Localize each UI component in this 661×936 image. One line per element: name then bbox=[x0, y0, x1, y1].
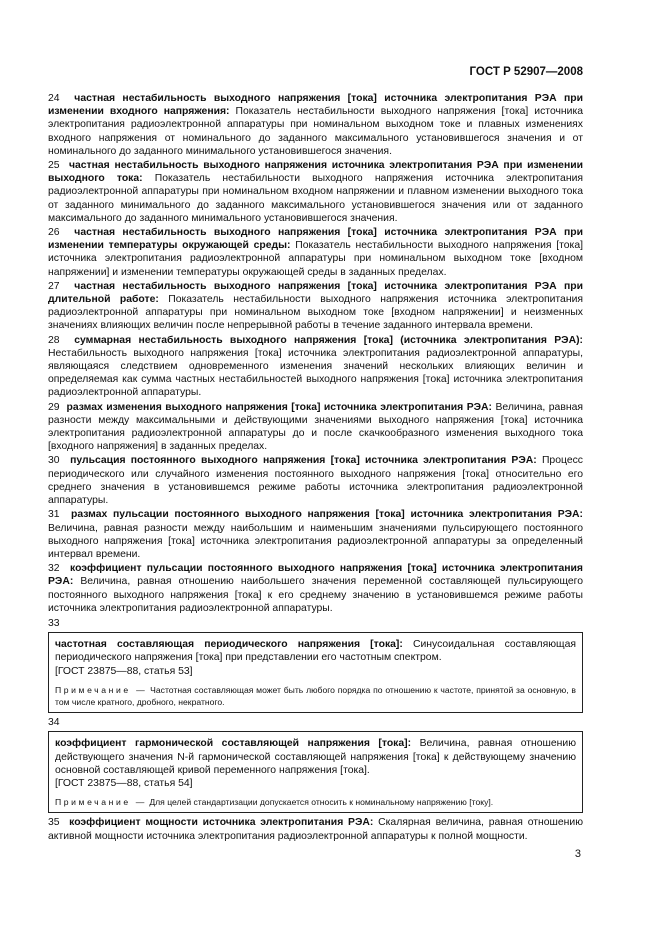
term-title: частотная составляющая периодического напряжения [тока]: bbox=[55, 639, 403, 651]
term-definition: Величина, равная отношению наибольшего значения переменной составляющей пульсирующего постоянного выходного напряжения [тока] к его среднему значению в установившемся режиме работы источника электропитания радиоэлектронной аппаратуры. bbox=[48, 576, 583, 614]
term-definition: Синусоидальная составляющая периодического напряжения [тока] при представлении его частотным спектром. bbox=[55, 639, 576, 664]
page-number: 3 bbox=[574, 848, 581, 860]
term-number: 33 bbox=[48, 617, 60, 629]
term-definition: Показатель нестабильности выходного напряжения источника электропитания радиоэлектронной аппаратуры при номинальном входном напряжении и плавном изменении выходного тока от заданного минимального до заданного максимального установившегося значения или от заданного максимального до заданного минимального установившегося значения. bbox=[48, 173, 584, 224]
term-title: пульсация постоянного выходного напряжения [тока] источника электропитания РЭА: bbox=[70, 455, 537, 467]
source-reference: [ГОСТ 23875—88, статья 54] bbox=[55, 777, 193, 789]
term-title: частная нестабильность выходного напряжения источника электропитания РЭА при изменении выходного тока: bbox=[48, 160, 583, 185]
term-title: размах пульсации постоянного выходного напряжения [тока] источника электропитания РЭА: bbox=[70, 509, 583, 521]
term-title: суммарная нестабильность выходного напряжения [тока] (источника электропитания РЭА): bbox=[74, 334, 583, 346]
term-number: 30 bbox=[48, 455, 60, 467]
source-reference: [ГОСТ 23875—88, статья 53] bbox=[55, 665, 193, 677]
term-definition: Нестабильность выходного напряжения [тока] источника электропитания радиоэлектронной аппаратуры, являющаяся следствием одновременного изменения значений нескольких влияющих величин и определяемая как сумма частных нестабильностей выходного напряжения [тока] источника электропитания радиоэлектронной аппаратуры. bbox=[48, 347, 583, 399]
framed-term bbox=[55, 737, 576, 777]
term-number: 26 bbox=[48, 227, 60, 239]
boxed-entries bbox=[48, 617, 583, 813]
term-title: коэффициент гармонической составляющей напряжения [тока]: bbox=[55, 738, 412, 750]
term-definition: Скалярная величина, равная отношению активной мощности источника электропитания радиоэлектронной аппаратуры к полной мощности. bbox=[48, 817, 583, 842]
term-entry bbox=[48, 334, 583, 400]
term-definition: Показатель нестабильности выходного напряжения источника электропитания радиоэлектронной аппаратуры при номинальном выходном токе [входном напряжении] и неизменных значениях влияющих величин после непрерывной работы в течение заданного интервала времени. bbox=[48, 294, 584, 332]
term-number: 24 bbox=[48, 93, 60, 104]
note bbox=[55, 796, 576, 808]
term-entry bbox=[48, 280, 583, 333]
term-number: 28 bbox=[48, 334, 60, 346]
note-text: Для целей стандартизации допускается относить к номинальному напряжению [току]. bbox=[149, 797, 494, 808]
terms-body bbox=[48, 92, 583, 844]
term-entry bbox=[48, 816, 583, 842]
term-definition: Показатель нестабильности выходного напряжения [тока] источника электропитания радиоэлектронной аппаратуры при номинальном выходном токе [входном напряжении] и изменении температуры окружающей среды в заданных пределах. bbox=[48, 240, 584, 278]
note-text: Частотная составляющая может быть любого порядка по отношению к частоте, принятой за основную, в том числе кратного, дробного, некратного. bbox=[55, 684, 576, 707]
term-number: 27 bbox=[48, 280, 60, 292]
term-entry bbox=[48, 562, 583, 615]
term-definition: Величина, равная разности между наибольшим и наименьшим значениями пульсирующего постоянного выходного напряжения [тока] источника электропитания радиоэлектронной аппаратуры за определенный интервал времени. bbox=[48, 522, 583, 560]
framed-term bbox=[55, 638, 576, 664]
term-title: коэффициент мощности источника электропитания РЭА: bbox=[69, 817, 374, 829]
term-entry bbox=[48, 401, 583, 454]
term-title: размах изменения выходного напряжения [тока] источника электропитания РЭА: bbox=[66, 401, 492, 413]
term-number: 31 bbox=[48, 509, 60, 521]
term-definition: Величина, равная отношению действующего значения N-й гармонической составляющей напряжения [тока] к действующему значению основной составляющей кривой переменного напряжения [тока]. bbox=[55, 738, 577, 776]
document-code: ГОСТ Р 52907—2008 bbox=[469, 66, 583, 78]
term-entry bbox=[48, 226, 583, 279]
term-entry bbox=[48, 454, 583, 507]
term-title: частная нестабильность выходного напряжения [тока] источника электропитания РЭА при изменении температуры окружающей среды: bbox=[48, 227, 583, 252]
term-title: коэффициент пульсации постоянного выходного напряжения [тока] источника электропитания РЭА: bbox=[48, 563, 583, 588]
term-entry bbox=[48, 92, 583, 158]
note-label: Примечание — bbox=[55, 797, 147, 808]
term-entries bbox=[48, 92, 583, 615]
term-number: 34 bbox=[48, 717, 60, 729]
term-title: частная нестабильность выходного напряжения [тока] источника электропитания РЭА при длительной работе: bbox=[48, 280, 583, 306]
framed-term-box bbox=[48, 731, 583, 813]
note-label: Примечание — bbox=[55, 684, 148, 695]
term-number: 35 bbox=[48, 817, 60, 829]
term-number: 29 bbox=[48, 401, 60, 413]
term-title: частная нестабильность выходного напряжения [тока] источника электропитания РЭА при изменении входного напряжения: bbox=[48, 93, 583, 118]
term-number: 25 bbox=[48, 160, 60, 172]
term-entry bbox=[48, 508, 583, 561]
term-definition: Показатель нестабильности выходного напряжения [тока] источника электропитания радиоэлектронной аппаратуры при номинальном выходном токе и плавных изменениях входного напряжения от номинального до заданного максимального установившегося значения и от номинального до заданного минимального установившегося значения. bbox=[48, 106, 583, 157]
term-number: 32 bbox=[48, 563, 60, 575]
note bbox=[55, 684, 576, 708]
term-definition: Величина, равная разности между максимальными и действующими значениями выходного напряжения [тока] источника электропитания радиоэлектронной аппаратуры до и после скачкообразного изменения выходного тока [входного напряжения] в заданных пределах. bbox=[48, 401, 583, 453]
term-definition: Процесс периодического или случайного изменения постоянного выходного напряжения [тока] относительно его среднего значения в установившемся режиме работы источника электропитания радиоэлектронной аппаратуры. bbox=[48, 455, 583, 507]
term-entry bbox=[48, 159, 583, 225]
framed-term-box bbox=[48, 632, 583, 713]
